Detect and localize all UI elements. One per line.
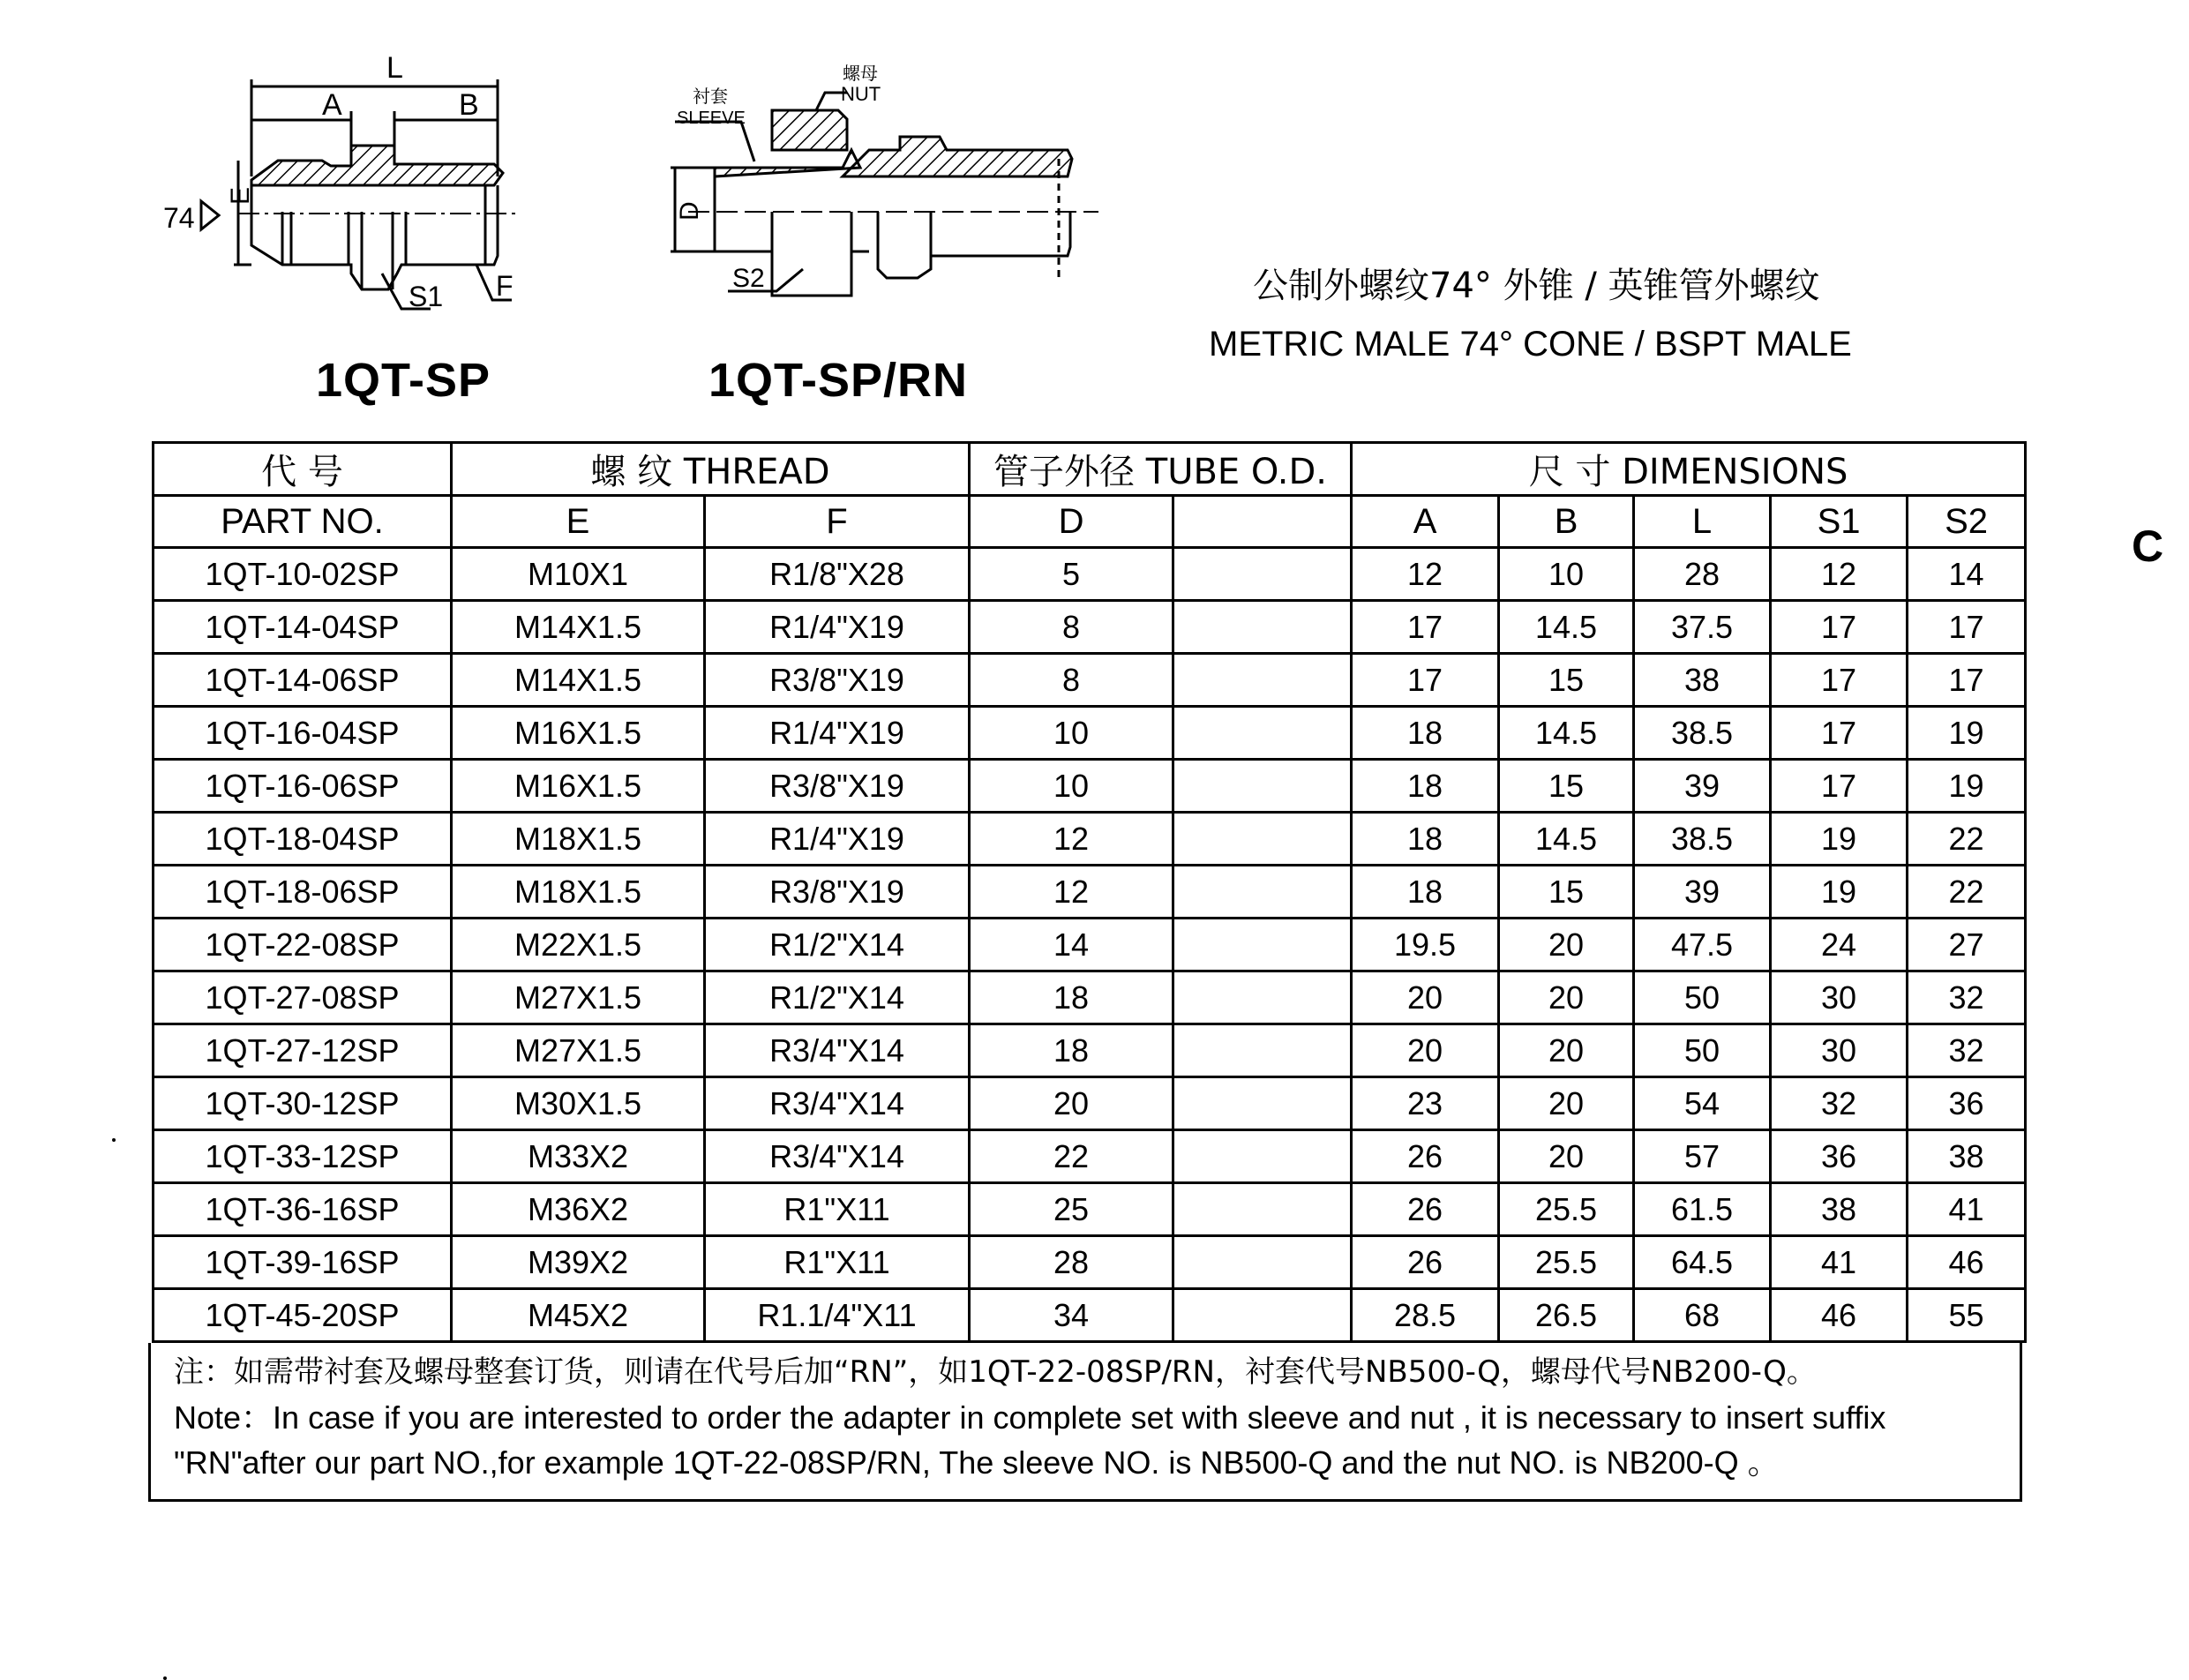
table-row [154, 866, 2026, 919]
cell-l: 39 [1634, 760, 1771, 813]
dim-label-s2: S2 [732, 264, 765, 293]
cone-angle-label: 74 [163, 202, 195, 234]
cell-e: M22X1.5 [452, 919, 705, 971]
cell-d: 20 [970, 1077, 1173, 1130]
cell-s2: 17 [1908, 654, 2026, 707]
cell-l: 50 [1634, 1024, 1771, 1077]
cell-a: 26 [1352, 1236, 1499, 1289]
header-s2: S2 [1908, 496, 2026, 548]
cell-f: R1/8"X28 [705, 548, 970, 601]
cell-blank [1173, 1236, 1352, 1289]
cell-d: 14 [970, 919, 1173, 971]
sleeve-label-cn: 衬套 [693, 86, 728, 107]
cell-b: 15 [1499, 760, 1634, 813]
cell-e: M27X1.5 [452, 1024, 705, 1077]
cell-a: 18 [1352, 813, 1499, 866]
cell-s2: 19 [1908, 760, 2026, 813]
header-thread: 螺 纹 THREAD [452, 443, 970, 496]
cell-f: R1/4"X19 [705, 707, 970, 760]
cell-b: 15 [1499, 654, 1634, 707]
sleeve-label-en: SLEEVE [677, 109, 746, 128]
cell-d: 22 [970, 1130, 1173, 1183]
cell-f: R1.1/4"X11 [705, 1289, 970, 1342]
cell-b: 15 [1499, 866, 1634, 919]
cell-s2: 46 [1908, 1236, 2026, 1289]
cell-a: 19.5 [1352, 919, 1499, 971]
cell-d: 12 [970, 866, 1173, 919]
table-row [154, 548, 2026, 601]
cell-blank [1173, 601, 1352, 654]
header-blank [1173, 496, 1352, 548]
table-row [154, 813, 2026, 866]
cell-d: 8 [970, 654, 1173, 707]
cell-e: M18X1.5 [452, 866, 705, 919]
dim-label-b: B [459, 88, 479, 122]
note-en-line-2: "RN"after our part NO.,for example 1QT-22-08SP/RN, The sleeve NO. is NB500-Q and the nut NO. is NB200-Q 。 [174, 1444, 1780, 1481]
cell-s2: 32 [1908, 971, 2026, 1024]
table-row [154, 1183, 2026, 1236]
cell-blank [1173, 866, 1352, 919]
cell-d: 34 [970, 1289, 1173, 1342]
cell-l: 38.5 [1634, 813, 1771, 866]
cell-e: M33X2 [452, 1130, 705, 1183]
cell-s1: 17 [1771, 707, 1908, 760]
cell-part: 1QT-33-12SP [154, 1130, 452, 1183]
note-cn: 注：如需带衬套及螺母整套订货，则请在代号后加“RN”，如1QT-22-08SP/RN，衬套代号NB500-Q，螺母代号NB200-Q。 [174, 1354, 1817, 1390]
table-row [154, 1024, 2026, 1077]
cell-part: 1QT-16-04SP [154, 707, 452, 760]
cell-s1: 36 [1771, 1130, 1908, 1183]
header-row-2 [154, 496, 2026, 548]
cell-f: R3/8"X19 [705, 760, 970, 813]
cell-f: R1/2"X14 [705, 971, 970, 1024]
cell-e: M16X1.5 [452, 707, 705, 760]
header-dimensions: 尺 寸 DIMENSIONS [1352, 443, 2026, 496]
header-b: B [1499, 496, 1634, 548]
cell-blank [1173, 813, 1352, 866]
cell-f: R1/2"X14 [705, 919, 970, 971]
cell-d: 10 [970, 760, 1173, 813]
cell-a: 17 [1352, 601, 1499, 654]
cell-e: M10X1 [452, 548, 705, 601]
cell-s1: 17 [1771, 601, 1908, 654]
cell-b: 10 [1499, 548, 1634, 601]
cell-part: 1QT-27-12SP [154, 1024, 452, 1077]
cell-part: 1QT-14-06SP [154, 654, 452, 707]
cell-f: R1"X11 [705, 1236, 970, 1289]
table-row [154, 1236, 2026, 1289]
cell-part: 1QT-45-20SP [154, 1289, 452, 1342]
cell-e: M36X2 [452, 1183, 705, 1236]
cell-blank [1173, 971, 1352, 1024]
section-letter: C [2132, 521, 2164, 571]
cone-angle-icon [201, 201, 219, 229]
cell-l: 50 [1634, 971, 1771, 1024]
cell-part: 1QT-16-06SP [154, 760, 452, 813]
cell-blank [1173, 548, 1352, 601]
dim-label-l: L [386, 53, 403, 85]
dim-label-d: D [675, 201, 704, 221]
cell-b: 20 [1499, 1130, 1634, 1183]
cell-part: 1QT-30-12SP [154, 1077, 452, 1130]
cell-s2: 22 [1908, 866, 2026, 919]
cell-a: 20 [1352, 971, 1499, 1024]
table-row [154, 654, 2026, 707]
cell-f: R1/4"X19 [705, 813, 970, 866]
scan-speck [112, 1138, 116, 1142]
cell-f: R3/8"X19 [705, 866, 970, 919]
cell-l: 54 [1634, 1077, 1771, 1130]
header-l: L [1634, 496, 1771, 548]
cell-s2: 36 [1908, 1077, 2026, 1130]
cell-f: R1/4"X19 [705, 601, 970, 654]
cell-e: M39X2 [452, 1236, 705, 1289]
cell-s1: 12 [1771, 548, 1908, 601]
cell-blank [1173, 919, 1352, 971]
cell-part: 1QT-36-16SP [154, 1183, 452, 1236]
cell-f: R3/4"X14 [705, 1130, 970, 1183]
cell-l: 68 [1634, 1289, 1771, 1342]
header-d: D [970, 496, 1173, 548]
model-title-1qt-sp-rn: 1QT-SP/RN [708, 354, 969, 407]
order-note [148, 1343, 2022, 1502]
cell-a: 26 [1352, 1183, 1499, 1236]
cell-blank [1173, 1024, 1352, 1077]
cell-e: M45X2 [452, 1289, 705, 1342]
cell-a: 17 [1352, 654, 1499, 707]
table-row [154, 1289, 2026, 1342]
table-row [154, 1077, 2026, 1130]
cell-s1: 46 [1771, 1289, 1908, 1342]
spec-table [152, 441, 2027, 1343]
table-row [154, 1130, 2026, 1183]
cell-l: 37.5 [1634, 601, 1771, 654]
cell-a: 12 [1352, 548, 1499, 601]
cell-d: 10 [970, 707, 1173, 760]
cell-f: R3/4"X14 [705, 1077, 970, 1130]
cell-l: 39 [1634, 866, 1771, 919]
header-f: F [705, 496, 970, 548]
cell-part: 1QT-27-08SP [154, 971, 452, 1024]
cell-l: 47.5 [1634, 919, 1771, 971]
cell-blank [1173, 1183, 1352, 1236]
cell-b: 20 [1499, 1024, 1634, 1077]
cell-part: 1QT-18-06SP [154, 866, 452, 919]
cell-s1: 30 [1771, 971, 1908, 1024]
cell-blank [1173, 760, 1352, 813]
cell-d: 18 [970, 1024, 1173, 1077]
cell-s2: 41 [1908, 1183, 2026, 1236]
scan-speck [163, 1676, 167, 1680]
cell-a: 18 [1352, 866, 1499, 919]
cell-s2: 55 [1908, 1289, 2026, 1342]
cell-a: 18 [1352, 707, 1499, 760]
cell-l: 64.5 [1634, 1236, 1771, 1289]
cell-part: 1QT-18-04SP [154, 813, 452, 866]
cell-s1: 17 [1771, 760, 1908, 813]
cell-b: 20 [1499, 1077, 1634, 1130]
cell-s1: 30 [1771, 1024, 1908, 1077]
fitting-drawing-1qt-sp [150, 53, 556, 335]
cell-e: M16X1.5 [452, 760, 705, 813]
header-e: E [452, 496, 705, 548]
cell-b: 26.5 [1499, 1289, 1634, 1342]
cell-d: 12 [970, 813, 1173, 866]
cell-s2: 22 [1908, 813, 2026, 866]
cell-a: 28.5 [1352, 1289, 1499, 1342]
dim-label-f: F [496, 270, 514, 302]
cell-s1: 38 [1771, 1183, 1908, 1236]
cell-f: R3/8"X19 [705, 654, 970, 707]
cell-a: 26 [1352, 1130, 1499, 1183]
table-row [154, 707, 2026, 760]
cell-s2: 19 [1908, 707, 2026, 760]
cell-part: 1QT-22-08SP [154, 919, 452, 971]
dim-label-e: E [226, 186, 255, 205]
note-en-line-1: Note：In case if you are interested to order the adapter in complete set with sleeve and nut , it is necessary to insert suffix [174, 1399, 1886, 1436]
header-part-no-cn: 代 号 [154, 443, 452, 496]
fitting-drawing-1qt-sp-rn [666, 53, 1107, 326]
cell-d: 25 [970, 1183, 1173, 1236]
cell-l: 57 [1634, 1130, 1771, 1183]
cell-s1: 19 [1771, 813, 1908, 866]
header-tube-od: 管子外径 TUBE O.D. [970, 443, 1352, 496]
cell-e: M14X1.5 [452, 601, 705, 654]
cell-f: R1"X11 [705, 1183, 970, 1236]
cell-d: 8 [970, 601, 1173, 654]
table-row [154, 919, 2026, 971]
cell-d: 5 [970, 548, 1173, 601]
dim-label-a: A [322, 88, 342, 122]
spec-title-cn: 公制外螺纹74° 外锥 / 英锥管外螺纹 [1253, 266, 1820, 306]
cell-e: M27X1.5 [452, 971, 705, 1024]
cell-b: 14.5 [1499, 707, 1634, 760]
cell-a: 18 [1352, 760, 1499, 813]
cell-b: 25.5 [1499, 1236, 1634, 1289]
cell-s2: 17 [1908, 601, 2026, 654]
cell-e: M14X1.5 [452, 654, 705, 707]
cell-l: 28 [1634, 548, 1771, 601]
cell-blank [1173, 654, 1352, 707]
cell-d: 18 [970, 971, 1173, 1024]
cell-s2: 14 [1908, 548, 2026, 601]
cell-f: R3/4"X14 [705, 1024, 970, 1077]
cell-blank [1173, 1077, 1352, 1130]
dim-label-s1: S1 [409, 281, 444, 312]
table-row [154, 971, 2026, 1024]
cell-s1: 19 [1771, 866, 1908, 919]
table-row [154, 601, 2026, 654]
cell-b: 20 [1499, 971, 1634, 1024]
cell-l: 61.5 [1634, 1183, 1771, 1236]
cell-blank [1173, 1289, 1352, 1342]
cell-b: 25.5 [1499, 1183, 1634, 1236]
nut-label-cn: 螺母 [843, 63, 878, 84]
cell-a: 20 [1352, 1024, 1499, 1077]
table-row [154, 760, 2026, 813]
cell-part: 1QT-10-02SP [154, 548, 452, 601]
header-part-no-en: PART NO. [154, 496, 452, 548]
cell-b: 14.5 [1499, 601, 1634, 654]
cell-s2: 27 [1908, 919, 2026, 971]
cell-s1: 41 [1771, 1236, 1908, 1289]
header-row-1 [154, 443, 2026, 496]
header-s1: S1 [1771, 496, 1908, 548]
cell-b: 14.5 [1499, 813, 1634, 866]
cell-d: 28 [970, 1236, 1173, 1289]
cell-s1: 32 [1771, 1077, 1908, 1130]
cell-blank [1173, 707, 1352, 760]
cell-part: 1QT-39-16SP [154, 1236, 452, 1289]
header-a: A [1352, 496, 1499, 548]
cell-s2: 38 [1908, 1130, 2026, 1183]
cell-e: M18X1.5 [452, 813, 705, 866]
cell-b: 20 [1499, 919, 1634, 971]
cell-s2: 32 [1908, 1024, 2026, 1077]
cell-part: 1QT-14-04SP [154, 601, 452, 654]
nut-label-en: NUT [841, 83, 881, 105]
cell-blank [1173, 1130, 1352, 1183]
cell-l: 38 [1634, 654, 1771, 707]
cell-s1: 17 [1771, 654, 1908, 707]
cell-s1: 24 [1771, 919, 1908, 971]
cell-l: 38.5 [1634, 707, 1771, 760]
model-title-1qt-sp: 1QT-SP [316, 354, 491, 407]
cell-a: 23 [1352, 1077, 1499, 1130]
spec-title-en: METRIC MALE 74° CONE / BSPT MALE [1209, 325, 1852, 364]
cell-e: M30X1.5 [452, 1077, 705, 1130]
